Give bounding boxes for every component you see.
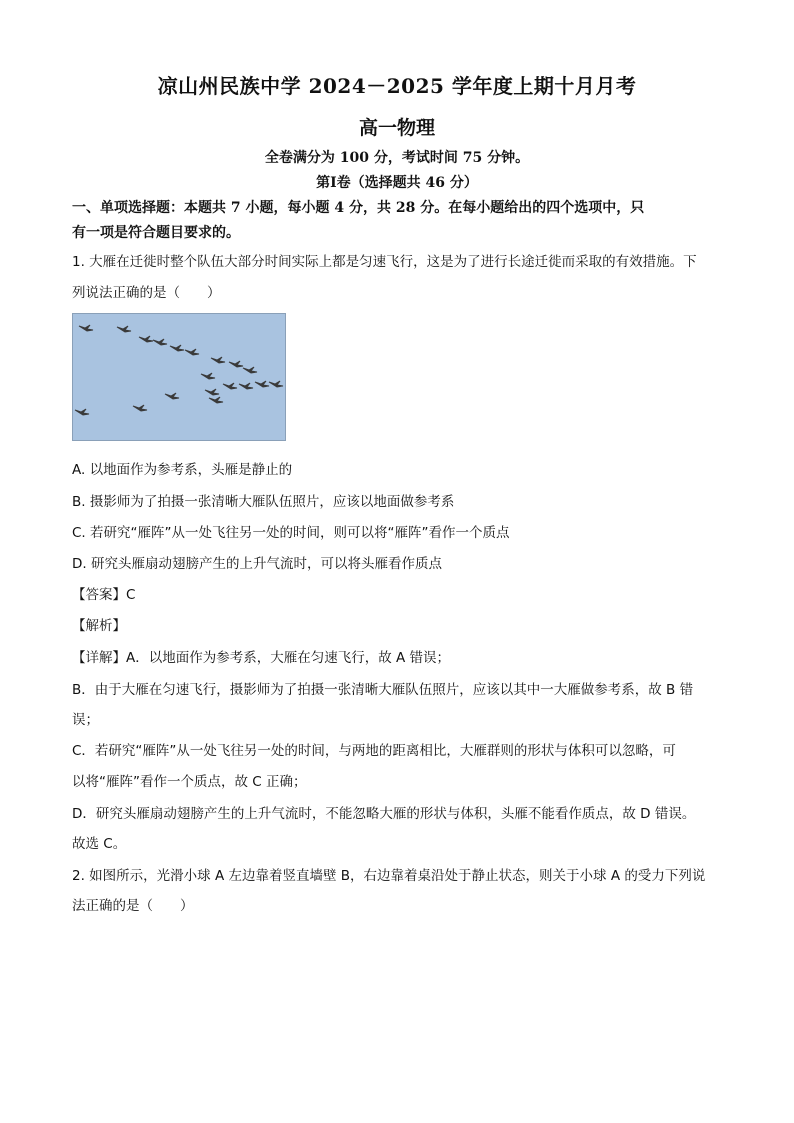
q1-detail-b-line1: B．由于大雁在匀速飞行，摄影师为了拍摄一张清晰大雁队伍照片，应该以其中一大雁做参考系，故 B 错 — [72, 682, 694, 698]
q1-detail-b-line2: 误； — [72, 712, 99, 728]
answer-value: C — [126, 587, 136, 603]
q1-detail-c-line1: C．若研究“雁阵”从一处飞往另一处的时间，与两地的距离相比，大雁群则的形状与体积可以忽略，可 — [72, 743, 676, 759]
part-title: 第Ⅰ卷（选择题共 46 分） — [316, 175, 478, 191]
q1-detail-c-line2: 以将“雁阵”看作一个质点，故 C 正确； — [72, 774, 307, 790]
q1-stem-line2: 列说法正确的是（ ） — [72, 285, 221, 301]
subject-title: 高一物理 — [358, 117, 435, 139]
q1-option-d: D. 研究头雁扇动翅膀产生的上升气流时，可以将头雁看作质点 — [72, 556, 442, 572]
q1-detail-a — [72, 646, 732, 666]
section-heading-line2: 有一项是符合题目要求的。 — [72, 225, 240, 241]
detail-a-text: A．以地面作为参考系，大雁在匀速飞行，故 A 错误； — [126, 650, 451, 666]
section-heading-line1: 一、单项选择题：本题共 7 小题，每小题 4 分，共 28 分。在每小题给出的四个选项中，只 — [72, 200, 645, 216]
q1-option-a: A. 以地面作为参考系，头雁是静止的 — [72, 462, 293, 478]
exam-meta: 全卷满分为 100 分，考试时间 75 分钟。 — [264, 150, 530, 166]
answer-tag: 【答案】 — [72, 587, 126, 603]
q1-detail-d: D．研究头雁扇动翅膀产生的上升气流时，不能忽略大雁的形状与体积，头雁不能看作质点，故 D 错误。 — [72, 806, 696, 822]
q1-option-c: C. 若研究“雁阵”从一处飞往另一处的时间，则可以将“雁阵”看作一个质点 — [72, 525, 510, 541]
detail-tag: 【详解】 — [72, 650, 126, 666]
exam-title: 凉山州民族中学 2024－2025 学年度上期十月月考 — [157, 74, 637, 98]
geese-photo — [72, 313, 286, 441]
q1-conclusion: 故选 C。 — [72, 836, 127, 852]
q2-stem-line1: 2. 如图所示，光滑小球 A 左边靠着竖直墙壁 B，右边靠着桌沿处于静止状态，则关于小球 A 的受力下列说 — [72, 868, 706, 884]
q2-stem-line2: 法正确的是（ ） — [72, 898, 194, 914]
q1-stem-line1: 1. 大雁在迁徙时整个队伍大部分时间实际上都是匀速飞行，这是为了进行长途迁徙而采取的有效措施。下 — [72, 254, 697, 270]
q1-option-b: B. 摄影师为了拍摄一张清晰大雁队伍照片，应该以地面做参考系 — [72, 494, 455, 510]
q1-analysis-tag: 【解析】 — [72, 618, 126, 634]
q1-answer — [72, 583, 732, 603]
